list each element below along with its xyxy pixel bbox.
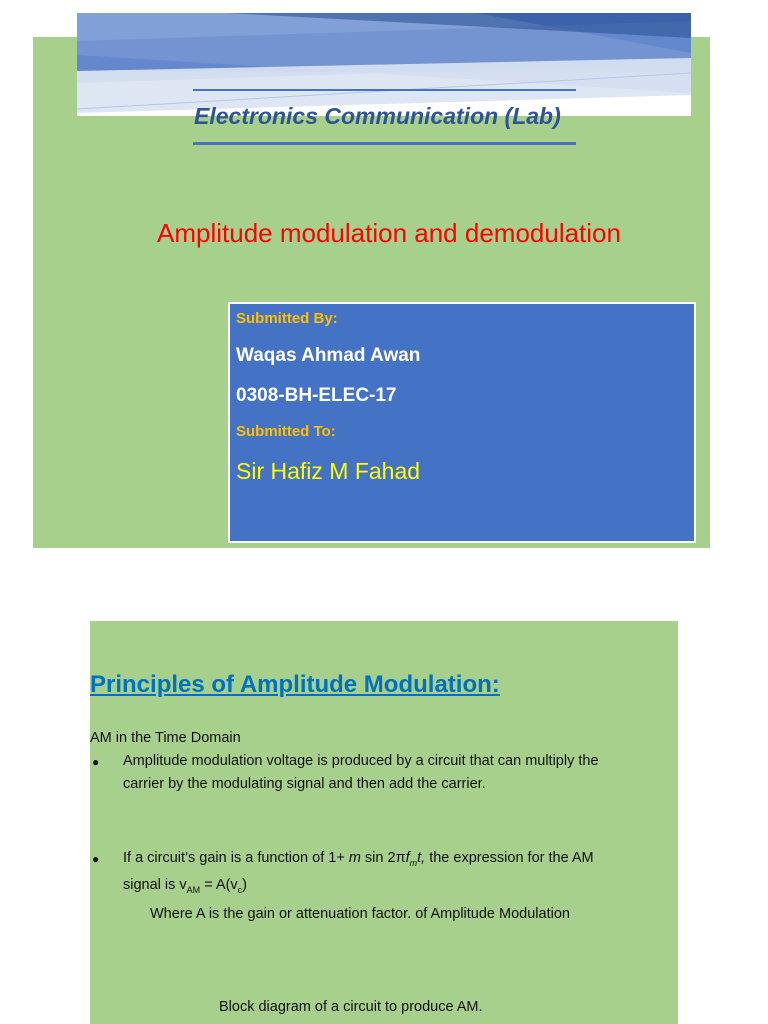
bullet-marker: ● <box>92 755 100 769</box>
title-rule-top <box>193 89 576 91</box>
where-line: Where A is the gain or attenuation factor. of Amplitude Modulation <box>150 906 570 922</box>
banner-graphic <box>77 13 691 116</box>
bullet2-line2-sub: AM <box>186 884 201 895</box>
bullet2-line2-sub2: c <box>237 884 243 895</box>
subheading: AM in the Time Domain <box>90 730 241 746</box>
figure-caption: Block diagram of a circuit to produce AM. <box>219 999 483 1015</box>
bullet2-line1 <box>123 850 594 868</box>
decorative-banner <box>77 13 691 116</box>
bullet1-line2: carrier by the modulating signal and then add the carrier. <box>123 776 486 792</box>
bullet2-text-a: If a circuit’s gain is a function of 1+ <box>123 850 349 866</box>
course-title: Electronics Communication (Lab) <box>194 103 561 129</box>
bullet2-f: f <box>405 850 410 866</box>
bullet2-line2-c: ) <box>242 877 247 893</box>
student-name: Waqas Ahmad Awan <box>236 345 421 366</box>
bullet2-line2-a: signal is v <box>123 877 187 893</box>
teacher-name: Sir Hafiz M Fahad <box>236 458 421 484</box>
roll-number: 0308-BH-ELEC-17 <box>236 385 397 406</box>
bullet2-text-b: sin 2π <box>360 850 406 866</box>
bullet2-line2 <box>123 877 247 895</box>
submission-info-box <box>228 302 696 543</box>
bullet2-text-c: the expression for the AM <box>425 850 594 866</box>
bullet2-line2-b: = A(v <box>200 877 238 893</box>
bullet2-t: t, <box>417 850 426 866</box>
bullet2-f-sub: m <box>409 857 418 868</box>
bullet-marker: ● <box>92 852 100 866</box>
bullet1-line1: Amplitude modulation voltage is produced by a circuit that can multiply the <box>123 753 599 769</box>
bullet2-m: m <box>348 850 361 866</box>
title-rule-bottom <box>193 142 576 145</box>
submitted-by-label: Submitted By: <box>236 310 338 327</box>
submitted-to-label: Submitted To: <box>236 423 336 440</box>
section-heading: Principles of Amplitude Modulation: <box>90 671 500 698</box>
experiment-title: Amplitude modulation and demodulation <box>157 218 621 248</box>
